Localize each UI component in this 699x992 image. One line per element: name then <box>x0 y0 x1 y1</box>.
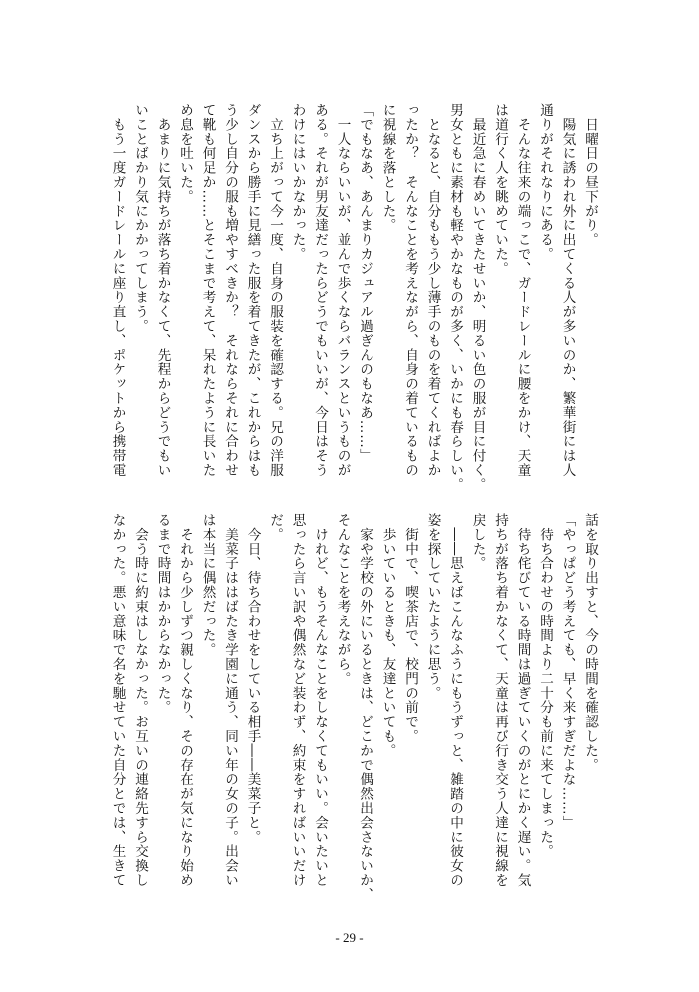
upper-text-block <box>106 103 601 492</box>
text-column: 男女ともに素材も軽やかなものが多く、いかにも春らしい。 <box>447 103 463 492</box>
text-column: 「でもなあ、あんまりカジュアル過ぎんのもなあ……」 <box>357 103 373 463</box>
text-column: 思ったら言い訳や偶然など装わず、約束をすればいいだけ <box>289 513 306 888</box>
text-column: 話を取り出すと、今の時間を確認した。 <box>582 513 598 773</box>
text-column: だ。 <box>267 513 283 542</box>
text-column: 陽気に誘われ外に出てくる人が多いのか、繁華街には人 <box>559 103 576 478</box>
page-number: - 29 - <box>335 930 364 945</box>
text-column: そんなことを考えながら。 <box>334 513 351 686</box>
text-column: いことばかり気にかかってしまう。 <box>132 103 148 334</box>
text-column: 街中で、喫茶店で、校門の前で。 <box>402 513 418 744</box>
text-column: 日曜日の昼下がり。 <box>582 103 598 247</box>
text-column: 待ち合わせの時間より二十分も前に来てしまった。 <box>537 513 553 859</box>
text-column: 最近急に春めいてきたせいか、明るい色の服が目に付く。 <box>469 103 486 492</box>
text-column: 会う時に約束はしなかった。お互いの連絡先すら交換し <box>132 513 148 888</box>
text-column: 立ち上がって今一度、自身の服装を確認する。兄の洋服 <box>267 103 283 478</box>
text-column: 通りがそれなりにある。 <box>537 103 553 262</box>
text-column: て靴も何足か……とそこまで考えて、呆れたように長いた <box>199 103 216 478</box>
text-column: 待ち侘びている時間は過ぎていくのがとにかく遅い。気 <box>514 513 531 888</box>
lower-text-block <box>106 513 601 902</box>
text-column: は本当に偶然だった。 <box>199 513 216 657</box>
text-column: 美菜子ははばたき学園に通う、同い年の女の子。出会い <box>222 513 238 888</box>
text-column: けれど、もうそんなことをしなくてもいい。会いたいと <box>312 513 328 888</box>
text-column: う少し自分の服も増やすべきか？ それならそれに合わせ <box>222 103 238 478</box>
text-column: 家や学校の外にいるときは、どこかで偶然出会さないか、 <box>357 513 373 902</box>
text-column: 一人ならいいが、並んで歩くならバランスというものが <box>334 103 351 478</box>
text-column: となると、自分ももう少し薄手のものを着てくればよか <box>424 103 441 478</box>
text-column: ダンスから勝手に見繕った服を着てきたが、これからはも <box>244 103 261 478</box>
text-column: るまで時間はかからなかった。 <box>154 513 171 715</box>
text-column: 持ちが落ち着かなくて、天童は再び行き交う人達に視線を <box>492 513 508 888</box>
text-column: そんな往来の端っこで、ガードレールに腰をかけ、天童 <box>514 103 531 478</box>
text-column: は道行く人を眺めていた。 <box>492 103 508 276</box>
text-column: に視線を落とした。 <box>379 103 396 233</box>
text-column: ある。それが男友達だったらどうでもいいが、今日はそう <box>312 103 328 478</box>
text-column: なかった。悪い意味で名を馳せていた自分とでは、生きて <box>109 513 126 888</box>
text-column: わけにはいかなかった。 <box>289 103 306 262</box>
text-column: 「やっぱどう考えても、早く来すぎだよな……」 <box>559 513 576 830</box>
text-column: 歩いているときも、友達といても。 <box>379 513 396 758</box>
text-column: それから少しずつ親しくなり、その存在が気になり始め <box>177 513 193 888</box>
text-column: あまりに気持ちが落ち着かなくて、先程からどうでもい <box>154 103 171 478</box>
text-column: もう一度ガードレールに座り直し、ポケットから携帯電 <box>109 103 126 478</box>
text-column: ったか？ そんなことを考えながら、自身の着ているもの <box>402 103 418 478</box>
text-column: 今日、待ち合わせをしている相手――美菜子と。 <box>244 513 261 845</box>
text-column: め息を吐いた。 <box>177 103 193 204</box>
text-column: 戻した。 <box>469 513 486 571</box>
text-column: 姿を探していたように思う。 <box>424 513 441 701</box>
text-column: ――思えばこんなふうにもうずっと、雑踏の中に彼女の <box>447 513 463 888</box>
